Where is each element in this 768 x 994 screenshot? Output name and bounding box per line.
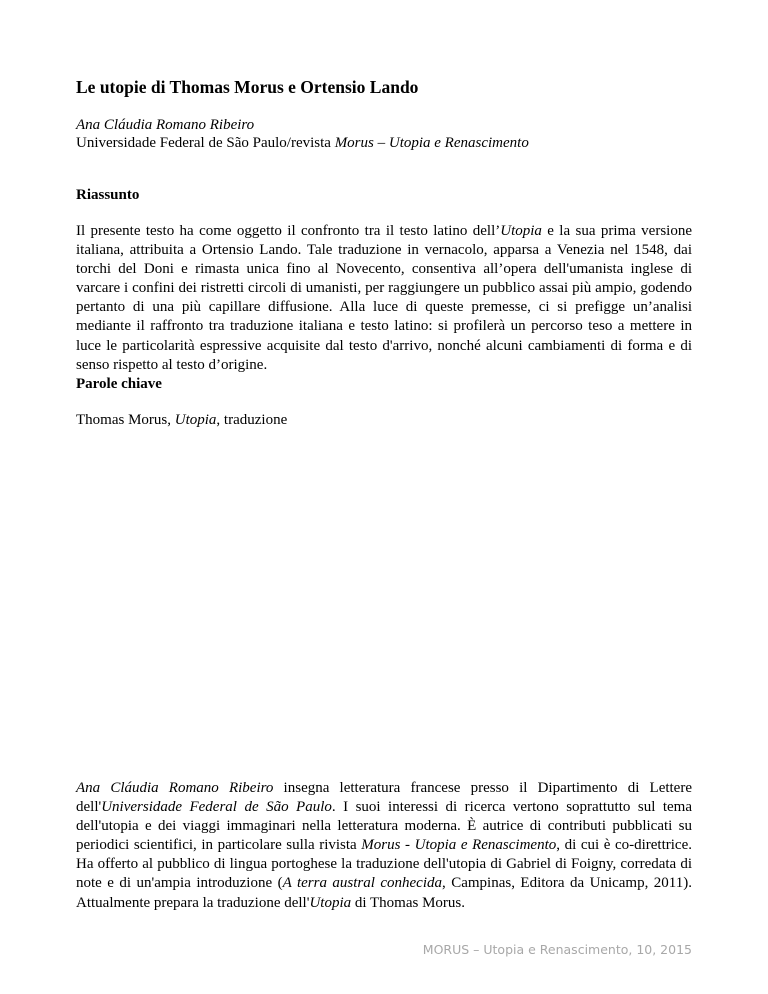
abstract-text-part: Il presente testo ha come oggetto il confronto tra il testo latino dell’ (76, 223, 501, 239)
keyword-italic: Utopia (174, 412, 217, 428)
bio-text-part: . I suoi interessi di ricerca vertono soprattutto sul tema dell'utopia e dei viaggi immaginari nella letteratura moderna. È autrice di contributi pubblicati su periodici scientifici, in particolare sulla rivista (76, 799, 692, 854)
paper-title: Le utopie di Thomas Morus e Ortensio Lando (76, 77, 419, 97)
bio-text-part: , Campinas, Editora da Unicamp, 2011). Attualmente prepara la traduzione dell' (76, 875, 692, 911)
bio-text-part: di Thomas Morus. (351, 894, 466, 911)
author-affiliation (76, 134, 696, 152)
bio-text-part: , di cui è co-direttrice. Ha offerto al pubblico di lingua portoghese la traduzione dell'utopia di Gabriel di Foigny, corredata di note e di un'ampia introduzione ( (76, 837, 692, 892)
keywords-text (76, 411, 692, 429)
page-footer: MORUS – Utopia e Renascimento, 10, 2015 (422, 942, 692, 957)
abstract-heading: Riassunto (76, 187, 140, 203)
author-bio (76, 779, 692, 913)
bio-text-part: insegna letteratura francese presso il Dipartimento di Lettere dell' (76, 780, 692, 816)
abstract-text-part: e la sua prima versione italiana, attribuita a Ortensio Lando. Tale traduzione in vernacolo, apparsa a Venezia nel 1548, dai torchi del Doni e rimasta unica fino al Novecento, consentiva all’opera dell'umanista inglese di varcare i confini dei ristretti circoli di umanisti, per raggiungere un pubblico assai più ampio, godendo pertanto di una più capillare diffusione. Alla luce di queste premesse, ci si prefigge un’analisi mediante il raffronto tra traduzione italiana e testo latino: si profilerà un percorso teso a mettere in luce le particolarità espressive acquisite dal testo d'arrivo, nonché alcuni cambiamenti di forma e di senso rispetto al testo d’origine. (76, 223, 692, 373)
affiliation-text: Universidade Federal de São Paulo/revista (76, 135, 335, 151)
bio-author-name: Ana Cláudia Romano Ribeiro (76, 780, 274, 796)
bio-book-title: A terra austral conhecida (282, 875, 442, 892)
abstract-text (76, 222, 692, 375)
keyword-part: , traduzione (216, 412, 288, 428)
abstract-italic-title: Utopia (500, 223, 542, 239)
bio-utopia-title: Utopia (309, 894, 352, 911)
bio-university-name: Universidade Federal de São Paulo (101, 799, 332, 816)
keyword-part: Thomas Morus, (76, 412, 175, 428)
author-name: Ana Cláudia Romano Ribeiro (76, 117, 255, 133)
journal-name: Morus – Utopia e Renascimento (334, 135, 529, 151)
keywords-heading: Parole chiave (76, 376, 162, 392)
bio-journal-name: Morus - Utopia e Renascimento (361, 837, 557, 854)
